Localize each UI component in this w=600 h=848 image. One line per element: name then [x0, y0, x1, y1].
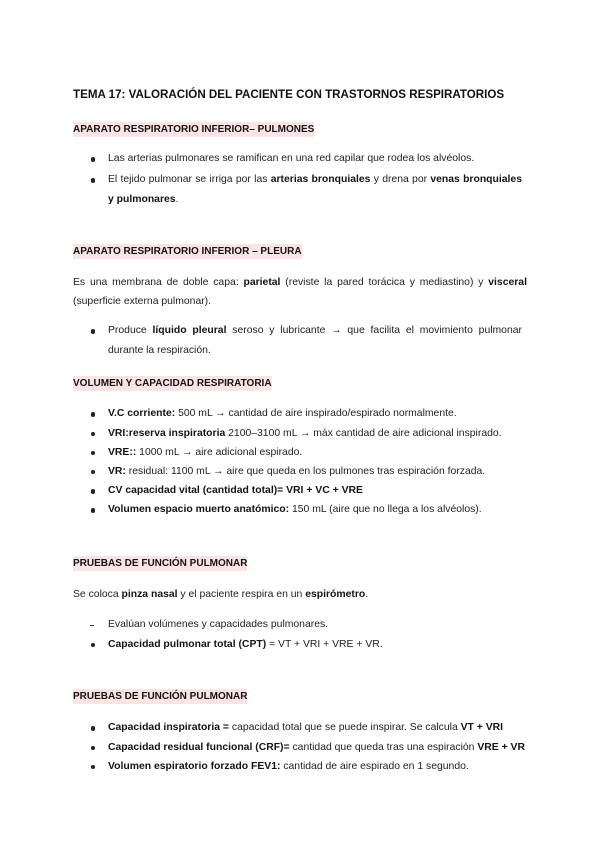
- list-item: [108, 635, 522, 654]
- item-text: 150 mL (aire que no llega a los alvéolos).: [289, 504, 482, 516]
- bold-term: CV capacidad vital (cantidad total)= VRI + VC + VRE: [108, 485, 363, 497]
- bullet-icon: [91, 489, 95, 493]
- section-heading: [73, 376, 272, 392]
- list-item: [108, 170, 522, 208]
- item-text: = VT + VRI + VRE + VR.: [266, 638, 383, 650]
- bold-term: VRI:reserva inspiratoria: [108, 427, 226, 439]
- list-item: [108, 404, 522, 423]
- bold-term: VRE::: [108, 446, 137, 458]
- paragraph: [73, 585, 527, 604]
- paragraph-text: .: [365, 588, 369, 600]
- item-text: Evalúan volúmenes y capacidades pulmonares.: [108, 619, 329, 631]
- bullet-icon: [91, 412, 95, 416]
- bold-term: visceral: [488, 276, 527, 288]
- list-item: [108, 424, 522, 443]
- bold-term: VT + VRI: [460, 722, 504, 734]
- bold-term: VR:: [108, 466, 126, 477]
- bullet-icon: [91, 643, 95, 647]
- section-heading-text: PRUEBAS DE FUNCIÓN PULMONAR: [73, 691, 248, 702]
- section-heading-text: VOLUMEN Y CAPACIDAD RESPIRATORIA: [73, 378, 272, 389]
- item-text: Las arterias pulmonares se ramifican en una red capilar que rodea los alvéolos.: [108, 153, 475, 165]
- bullet-icon: [91, 746, 95, 750]
- list-item: [108, 481, 522, 500]
- bullet-list: [108, 404, 522, 519]
- item-text: seroso y lubricante → que facilita el movimiento pulmonar durante la respiración.: [108, 325, 522, 356]
- item-text: cantidad de aire espirado en 1 segundo.: [280, 760, 469, 772]
- bold-term: Volumen espacio muerto anatómico:: [108, 504, 290, 516]
- bold-term: arterias bronquiales: [270, 174, 371, 186]
- list-item: [108, 321, 522, 359]
- paragraph-text: Es una membrana de doble capa:: [73, 276, 244, 288]
- bullet-list: [108, 615, 522, 653]
- list-item: [108, 149, 522, 168]
- bold-term: venas bronquiales y pulmonares: [108, 174, 522, 205]
- item-text: Produce: [108, 325, 153, 337]
- dash-icon: [90, 625, 94, 626]
- list-item: [108, 615, 522, 634]
- bullet-icon: [91, 178, 95, 182]
- bold-term: Volumen espiratorio forzado FEV1:: [108, 760, 281, 772]
- bold-term: VRE + VR: [477, 741, 525, 753]
- paragraph-text: (reviste la pared torácica y mediastino) y: [280, 276, 489, 288]
- list-item: [108, 738, 525, 757]
- item-text: residual: 1100 mL → aire que queda en los pulmones tras espiración forzada.: [125, 466, 486, 477]
- bullet-icon: [91, 329, 95, 333]
- bold-term: parietal: [243, 276, 281, 288]
- section-heading: [73, 244, 302, 260]
- section-heading-text: PRUEBAS DE FUNCIÓN PULMONAR: [73, 558, 248, 569]
- item-text: 2100–3100 mL → máx cantidad de aire adicional inspirado.: [225, 427, 502, 439]
- list-item: [108, 500, 522, 519]
- bold-term: pinza nasal: [121, 588, 178, 600]
- paragraph-text: y el paciente respira en un: [177, 588, 306, 600]
- bullet-list: [108, 149, 522, 208]
- bullet-list: [108, 321, 522, 359]
- bold-term: líquido pleural: [152, 325, 227, 337]
- bullet-list: [108, 718, 525, 776]
- item-text: El tejido pulmonar se irriga por las: [108, 174, 271, 186]
- page-title: TEMA 17: VALORACIÓN DEL PACIENTE CON TRASTORNOS RESPIRATORIOS: [73, 88, 505, 101]
- bullet-icon: [91, 726, 95, 730]
- section-heading: [73, 556, 247, 572]
- section-heading: [73, 689, 247, 705]
- item-text: 1000 mL → aire adicional espirado.: [136, 446, 303, 458]
- section-heading-text: APARATO RESPIRATORIO INFERIOR– PULMONES: [73, 124, 315, 135]
- list-item: [108, 718, 522, 737]
- item-text: 500 mL → cantidad de aire inspirado/espirado normalmente.: [175, 408, 457, 420]
- bold-term: Capacidad inspiratoria =: [108, 722, 229, 734]
- section-heading-text: APARATO RESPIRATORIO INFERIOR – PLEURA: [73, 246, 302, 257]
- item-text: .: [175, 193, 179, 205]
- section-heading: [73, 122, 314, 138]
- bullet-icon: [91, 470, 95, 474]
- list-item: [108, 757, 522, 776]
- bullet-icon: [91, 451, 95, 455]
- bullet-icon: [91, 508, 95, 512]
- bullet-icon: [91, 157, 95, 161]
- paragraph: [73, 273, 527, 311]
- bold-term: Capacidad residual funcional (CRF)=: [108, 741, 290, 753]
- paragraph-text: (superficie externa pulmonar).: [73, 295, 212, 307]
- bold-term: V.C corriente:: [108, 408, 176, 420]
- list-item: [108, 443, 522, 462]
- list-item: [108, 462, 522, 481]
- item-text: y drena por: [370, 174, 431, 186]
- paragraph-text: Se coloca: [73, 588, 122, 600]
- bullet-icon: [91, 765, 95, 769]
- bullet-icon: [91, 432, 95, 436]
- bold-term: Capacidad pulmonar total (CPT): [108, 638, 267, 650]
- item-text: cantidad que queda tras una espiración: [289, 741, 478, 753]
- item-text: capacidad total que se puede inspirar. Se calcula: [228, 722, 461, 734]
- bold-term: espirómetro: [305, 588, 366, 600]
